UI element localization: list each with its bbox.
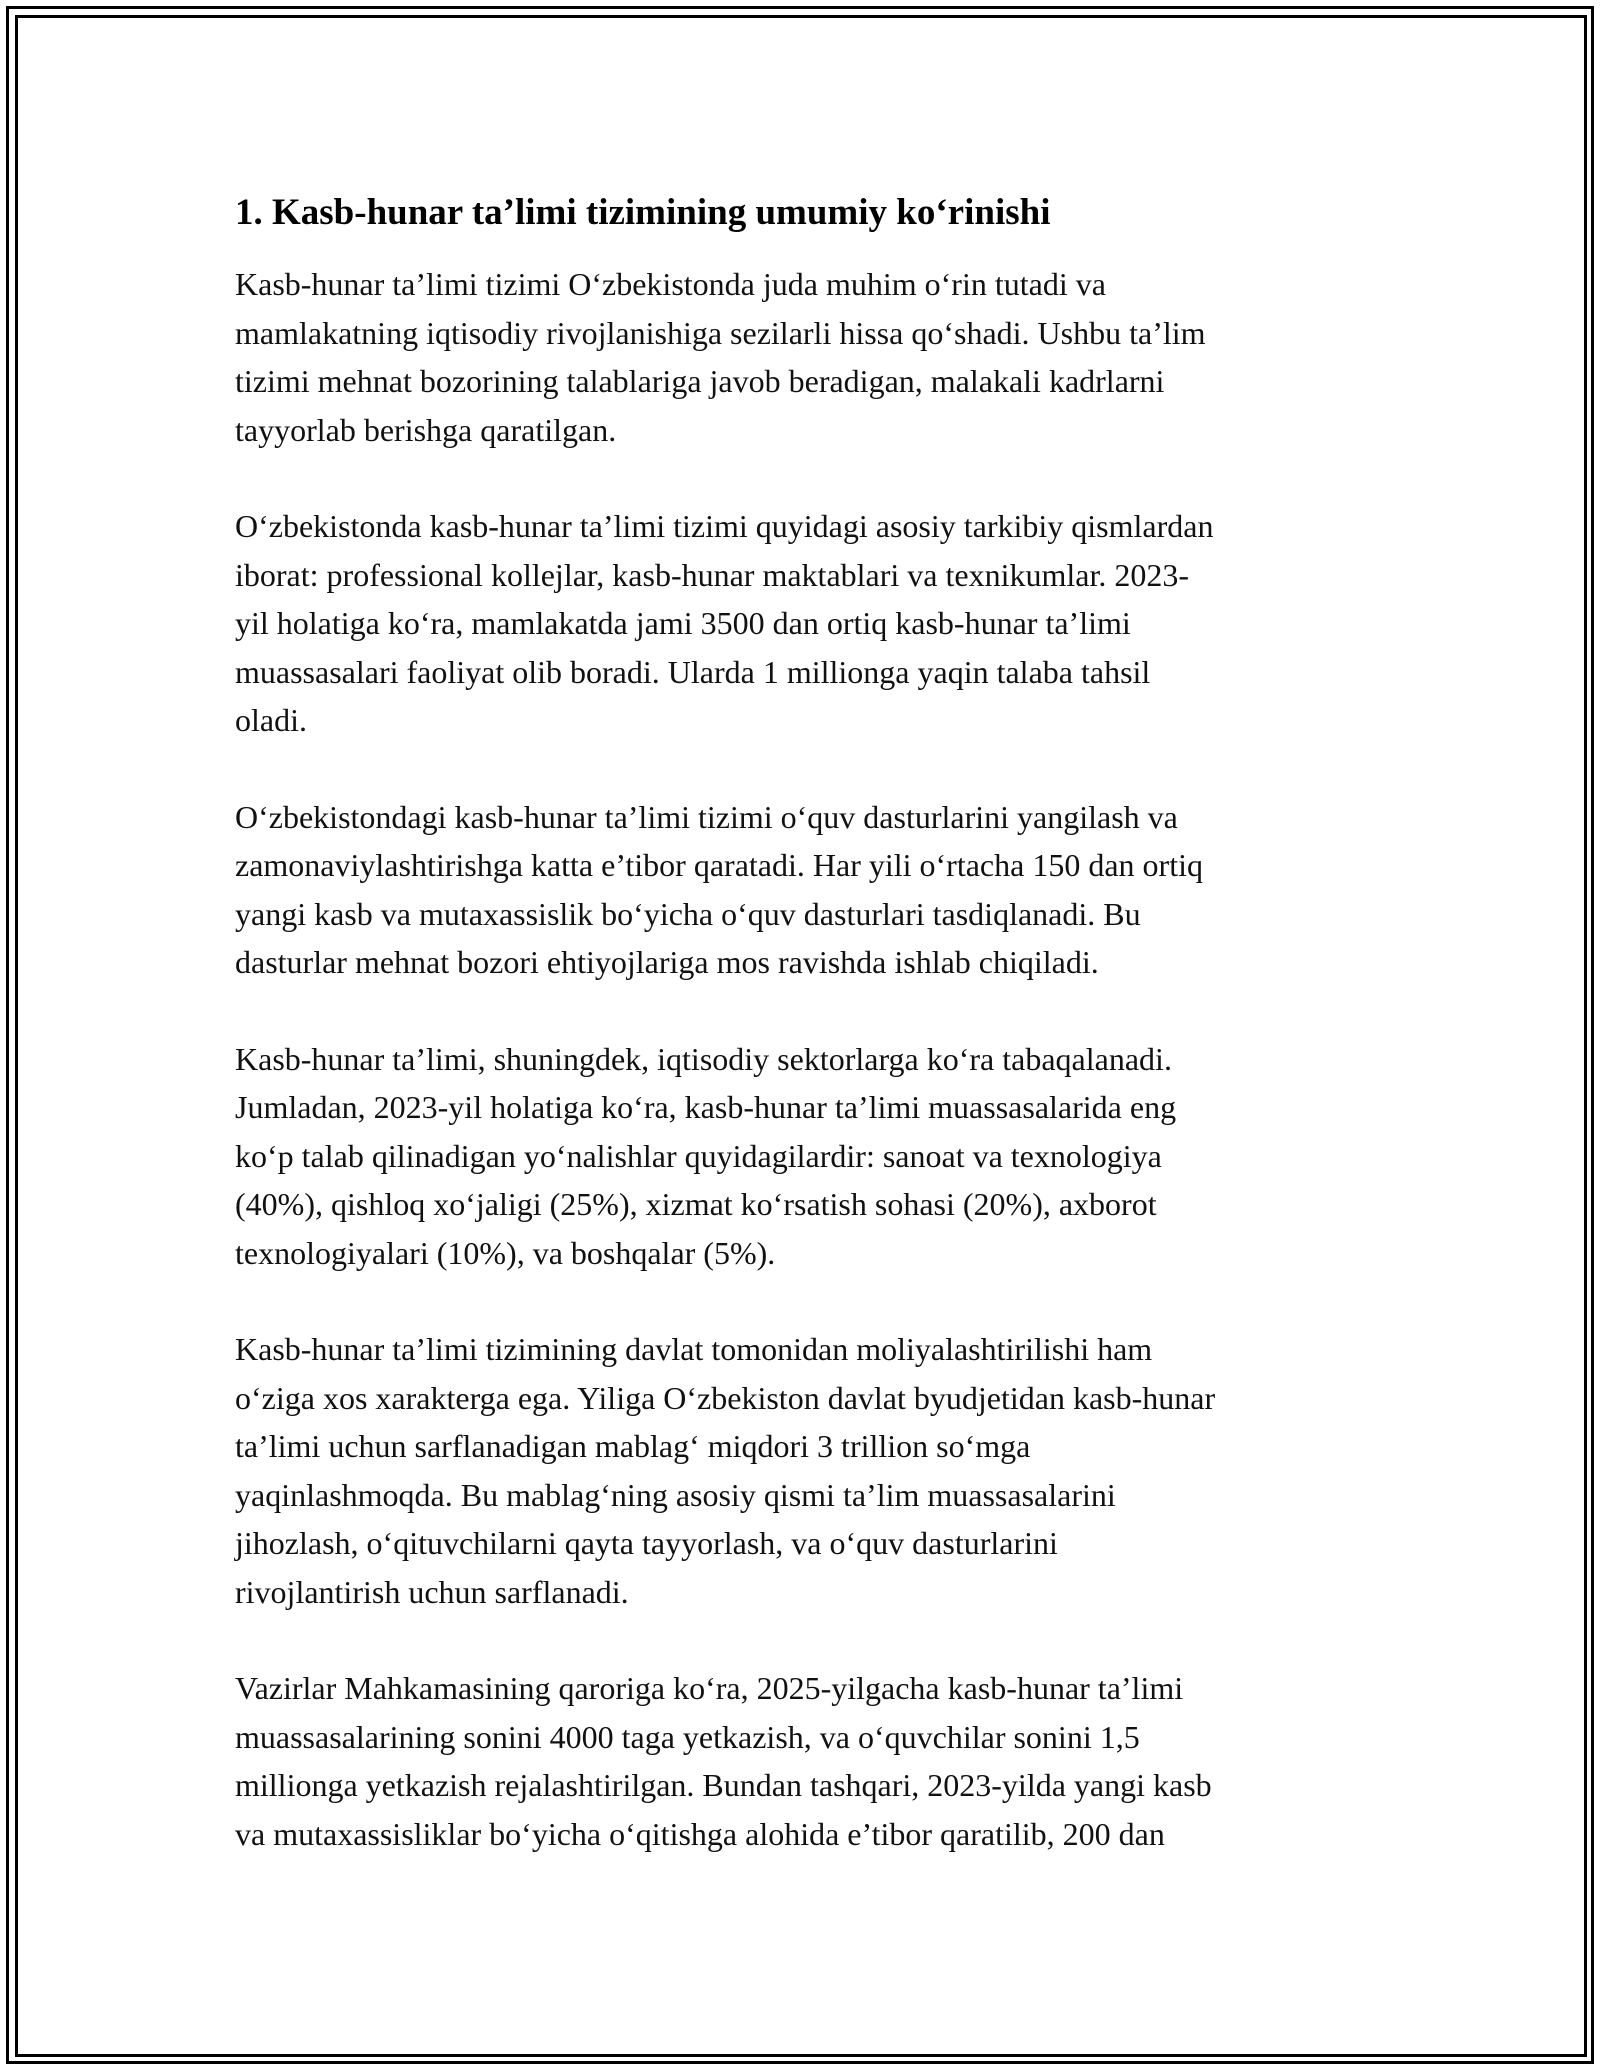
document-body [235,188,1375,1906]
text-line: ta’limi uchun sarflanadigan mablag‘ miqdori 3 trillion so‘mga [235,1428,1031,1464]
text-line: tizimi mehnat bozorining talablariga javob beradigan, malakali kadrlarni [235,363,1165,399]
text-line: iborat: professional kollejlar, kasb-hunar maktablari va texnikumlar. 2023- [235,556,1189,593]
text-line: jihozlash, o‘qituvchilarni qayta tayyorlash, va o‘quv dasturlarini [235,1525,1058,1561]
text-line: yaqinlashmoqda. Bu mablag‘ning asosiy qismi ta’lim muassasalarini [235,1476,1116,1513]
text-line: Kasb-hunar ta’limi tizimi O‘zbekistonda juda muhim o‘rin tutadi va [235,266,1106,302]
paragraph-5 [235,1325,1375,1616]
text-line: yil holatiga ko‘ra, mamlakatda jami 3500 dan ortiq kasb-hunar ta’limi [235,605,1131,641]
text-line: zamonaviylashtirishga katta e’tibor qaratadi. Har yili o‘rtacha 150 dan ortiq [235,847,1203,883]
text-line: (40%), qishloq xo‘jaligi (25%), xizmat ko‘rsatish sohasi (20%), axborot [235,1186,1157,1222]
text-line: Kasb-hunar ta’limi tizimining davlat tomonidan moliyalashtirilishi ham [235,1331,1153,1367]
paragraph-2 [235,502,1375,745]
text-line: muassasalarining sonini 4000 taga yetkazish, va o‘quvchilar sonini 1,5 [235,1718,1140,1755]
text-line: millionga yetkazish rejalashtirilgan. Bundan tashqari, 2023-yilda yangi kasb [235,1767,1212,1803]
text-line: yangi kasb va mutaxassislik bo‘yicha o‘quv dasturlari tasdiqlanadi. Bu [235,895,1141,932]
text-line: va mutaxassisliklar bo‘yicha o‘qitishga alohida e’tibor qaratilib, 200 dan [235,1815,1165,1852]
paragraph-3 [235,793,1375,987]
text-line: Kasb-hunar ta’limi, shuningdek, iqtisodiy sektorlarga ko‘ra tabaqalanadi. [235,1040,1172,1077]
section-heading: 1. Kasb-hunar ta’limi tizimining umumiy ko‘rinishi [235,192,1051,233]
text-line: mamlakatning iqtisodiy rivojlanishiga sezilarli hissa qo‘shadi. Ushbu ta’lim [235,314,1206,351]
text-line: ko‘p talab qilinadigan yo‘nalishlar quyidagilardir: sanoat va texnologiya [235,1137,1162,1174]
paragraph-1 [235,260,1375,454]
text-line: o‘ziga xos xarakterga ega. Yiliga O‘zbekiston davlat byudjetidan kasb-hunar [235,1379,1216,1416]
paragraph-4 [235,1035,1375,1278]
text-line: rivojlantirish uchun sarflanadi. [235,1573,629,1610]
paragraph-6 [235,1664,1375,1858]
text-line: texnologiyalari (10%), va boshqalar (5%). [235,1234,776,1271]
text-line: O‘zbekistonda kasb-hunar ta’limi tizimi quyidagi asosiy tarkibiy qismlardan [235,508,1214,544]
text-line: dasturlar mehnat bozori ehtiyojlariga mos ravishda ishlab chiqiladi. [235,944,1099,980]
text-line: oladi. [235,702,307,738]
text-line: muassasalari faoliyat olib boradi. Ularda 1 millionga yaqin talaba tahsil [235,653,1151,690]
text-line: tayyorlab berishga qaratilgan. [235,411,617,448]
text-line: O‘zbekistondagi kasb-hunar ta’limi tizimi o‘quv dasturlarini yangilash va [235,798,1178,835]
text-line: Vazirlar Mahkamasining qaroriga ko‘ra, 2025-yilgacha kasb-hunar ta’limi [235,1670,1184,1706]
text-line: Jumladan, 2023-yil holatiga ko‘ra, kasb-hunar ta’limi muassasalarida eng [235,1089,1177,1125]
